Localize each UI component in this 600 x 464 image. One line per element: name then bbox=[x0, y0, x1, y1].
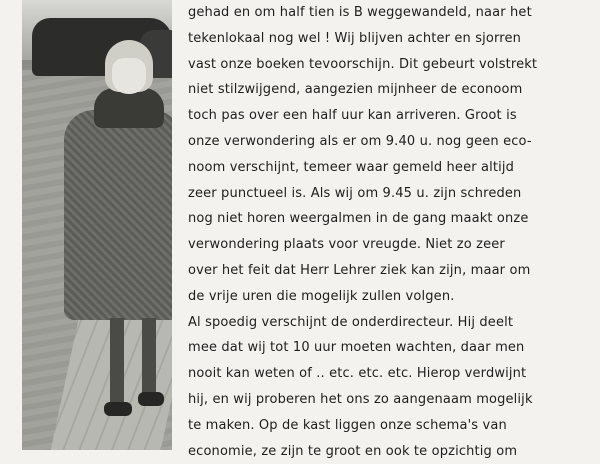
text-line: Al spoedig verschijnt de onderdirecteur. Hij deelt bbox=[188, 314, 514, 330]
text-line: tekenlokaal nog wel ! Wij blijven achter en sjorren bbox=[188, 30, 522, 46]
text-line: vast onze boeken tevoorschijn. Dit gebeurt volstrekt bbox=[188, 56, 538, 72]
text-line: te maken. Op de kast liggen onze schema's van bbox=[188, 417, 507, 433]
text-line: over het feit dat Herr Lehrer ziek kan zijn, maar om bbox=[188, 262, 531, 278]
text-line: verwondering plaats voor vreugde. Niet zo zeer bbox=[188, 237, 505, 253]
text-line: hij, en wij proberen het ons zo aangenaam mogelijk bbox=[188, 391, 533, 407]
text-line: niet stilzwijgend, aangezien mijnheer de econoom bbox=[188, 82, 523, 98]
text-line: mee dat wij tot 10 uur moeten wachten, daar men bbox=[188, 340, 525, 356]
photo-girl-on-sidewalk bbox=[22, 0, 172, 450]
text-line: gehad en om half tien is B weggewandeld, naar het bbox=[188, 5, 532, 20]
text-line: de vrije uren die mogelijk zullen volgen. bbox=[188, 288, 455, 304]
text-line: economie, ze zijn te groot en ook te opzichtig om bbox=[188, 443, 518, 459]
text-line: toch pas over een half uur kan arriveren. Groot is bbox=[188, 108, 517, 124]
text-line: nog niet horen weergalmen in de gang maakt onze bbox=[188, 211, 529, 227]
text-line: zeer punctueel is. Als wij om 9.45 u. zijn schreden bbox=[188, 185, 522, 201]
text-line: onze verwondering als er om 9.40 u. nog geen eco- bbox=[188, 133, 532, 149]
text-line: noom verschijnt, temeer waar gemeld heer altijd bbox=[188, 159, 515, 175]
article-text bbox=[188, 0, 593, 464]
text-line: nooit kan weten of .. etc. etc. etc. Hierop verdwijnt bbox=[188, 366, 527, 382]
